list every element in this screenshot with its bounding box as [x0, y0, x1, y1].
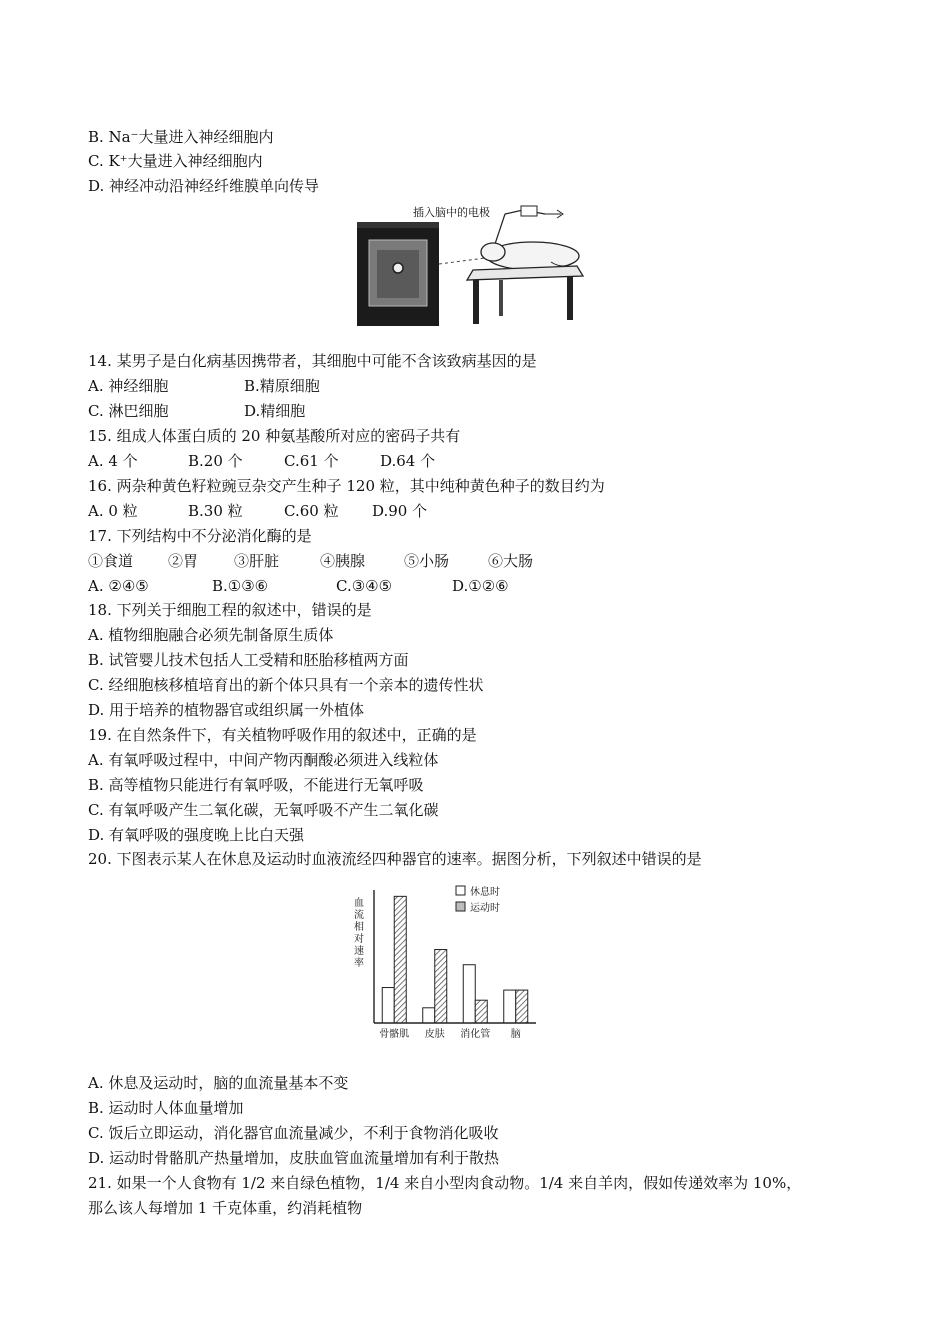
q16-option-a: A. 0 粒	[88, 502, 138, 520]
q17-stem: 17. 下列结构中不分泌消化酶的是	[88, 527, 312, 545]
q15-stem: 15. 组成人体蛋白质的 20 种氨基酸所对应的密码子共有	[88, 427, 461, 445]
q18-option-a: A. 植物细胞融合必须先制备原生质体	[88, 626, 334, 644]
electrode-label: 插入脑中的电极	[413, 206, 490, 219]
table-top	[467, 266, 583, 280]
q19-option-b: B. 高等植物只能进行有氧呼吸，不能进行无氧呼吸	[88, 776, 424, 794]
electrode-experiment-figure	[355, 200, 585, 328]
q13-option-b: B. Na⁻大量进入神经细胞内	[88, 128, 274, 146]
q19-option-c: C. 有氧呼吸产生二氧化碳，无氧呼吸不产生二氧化碳	[88, 801, 439, 819]
q19-option-d: D. 有氧呼吸的强度晚上比白天强	[88, 826, 305, 844]
q17-option-d: D.①②⑥	[452, 577, 509, 595]
q15-option-d: D.64 个	[380, 452, 436, 470]
q14-option-a: A. 神经细胞	[88, 377, 169, 395]
q17-item-6: ⑥大肠	[488, 552, 534, 570]
q20-option-d: D. 运动时骨骼肌产热量增加，皮肤血管血流量增加有利于散热	[88, 1149, 500, 1167]
q17-option-c: C.③④⑤	[336, 577, 393, 595]
q19-stem: 19. 在自然条件下，有关植物呼吸作用的叙述中，正确的是	[88, 726, 477, 744]
q18-option-b: B. 试管婴儿技术包括人工受精和胚胎移植两方面	[88, 651, 409, 669]
x-tick-label-1: 骨骼肌	[379, 1029, 410, 1040]
bar-rest-4	[504, 990, 516, 1023]
q17-item-1: ①食道	[88, 552, 134, 570]
q14-stem: 14. 某男子是白化病基因携带者，其细胞中可能不含该致病基因的是	[88, 352, 537, 370]
legend-swatch-exercise	[456, 902, 465, 911]
q17-item-4: ④胰腺	[320, 552, 366, 570]
q21-stem-line2: 那么该人每增加 1 千克体重，约消耗植物	[88, 1199, 363, 1217]
bar-rest-3	[463, 965, 475, 1023]
bar-exercise-3	[475, 1000, 487, 1023]
q16-option-b: B.30 粒	[188, 502, 243, 520]
q20-option-a: A. 休息及运动时，脑的血流量基本不变	[88, 1074, 349, 1092]
x-tick-label-2: 皮肤	[424, 1029, 445, 1040]
bar-exercise-4	[516, 990, 528, 1023]
q17-option-b: B.①③⑥	[212, 577, 269, 595]
q20-option-c: C. 饭后立即运动，消化器官血流量减少，不利于食物消化吸收	[88, 1124, 499, 1142]
q15-option-b: B.20 个	[188, 452, 243, 470]
x-tick-label-3: 消化管	[460, 1029, 491, 1040]
q17-item-3: ③肝脏	[234, 552, 280, 570]
q20-stem: 20. 下图表示某人在休息及运动时血液流经四种器官的速率。据图分析，下列叙述中错误的是	[88, 850, 702, 868]
q14-option-b: B.精原细胞	[244, 377, 320, 395]
q14-option-d: D.精细胞	[244, 402, 306, 420]
bar-rest-2	[423, 1008, 435, 1023]
q16-option-c: C.60 粒	[284, 502, 339, 520]
q16-option-d: D.90 个	[372, 502, 428, 520]
q20-option-b: B. 运动时人体血量增加	[88, 1099, 244, 1117]
legend-label-rest: 休息时	[470, 887, 500, 898]
q16-stem: 16. 两杂种黄色籽粒豌豆杂交产生种子 120 粒，其中纯种黄色种子的数目约为	[88, 477, 605, 495]
bar-exercise-1	[394, 896, 406, 1023]
q17-item-5: ⑤小肠	[404, 552, 450, 570]
q13-option-d: D. 神经冲动沿神经纤维膜单向传导	[88, 177, 320, 195]
legend-swatch-rest	[456, 886, 465, 895]
screen-dot	[393, 263, 403, 273]
y-axis-label: 血流相对速率	[354, 898, 364, 969]
q15-option-c: C.61 个	[284, 452, 339, 470]
x-tick-label-4: 脑	[510, 1029, 521, 1040]
q14-option-c: C. 淋巴细胞	[88, 402, 169, 420]
q17-option-a: A. ②④⑤	[88, 577, 149, 595]
q21-stem-line1: 21. 如果一个人食物有 1/2 来自绿色植物，1/4 来自小型肉食动物。1/4 来自羊肉，假如传递效率为 10%，	[88, 1174, 802, 1192]
q13-option-c: C. K⁺大量进入神经细胞内	[88, 152, 263, 170]
q19-option-a: A. 有氧呼吸过程中，中间产物丙酮酸必须进入线粒体	[88, 751, 439, 769]
legend-label-exercise: 运动时	[470, 903, 500, 914]
blood-flow-chart	[340, 880, 540, 1048]
q18-option-d: D. 用于培养的植物器官或组织属一外植体	[88, 701, 365, 719]
q17-item-2: ②胃	[168, 552, 199, 570]
q15-option-a: A. 4 个	[88, 452, 138, 470]
q18-option-c: C. 经细胞核移植培育出的新个体只具有一个亲本的遗传性状	[88, 676, 484, 694]
bar-rest-1	[382, 988, 394, 1023]
bar-exercise-2	[435, 950, 447, 1023]
q18-stem: 18. 下列关于细胞工程的叙述中，错误的是	[88, 601, 372, 619]
